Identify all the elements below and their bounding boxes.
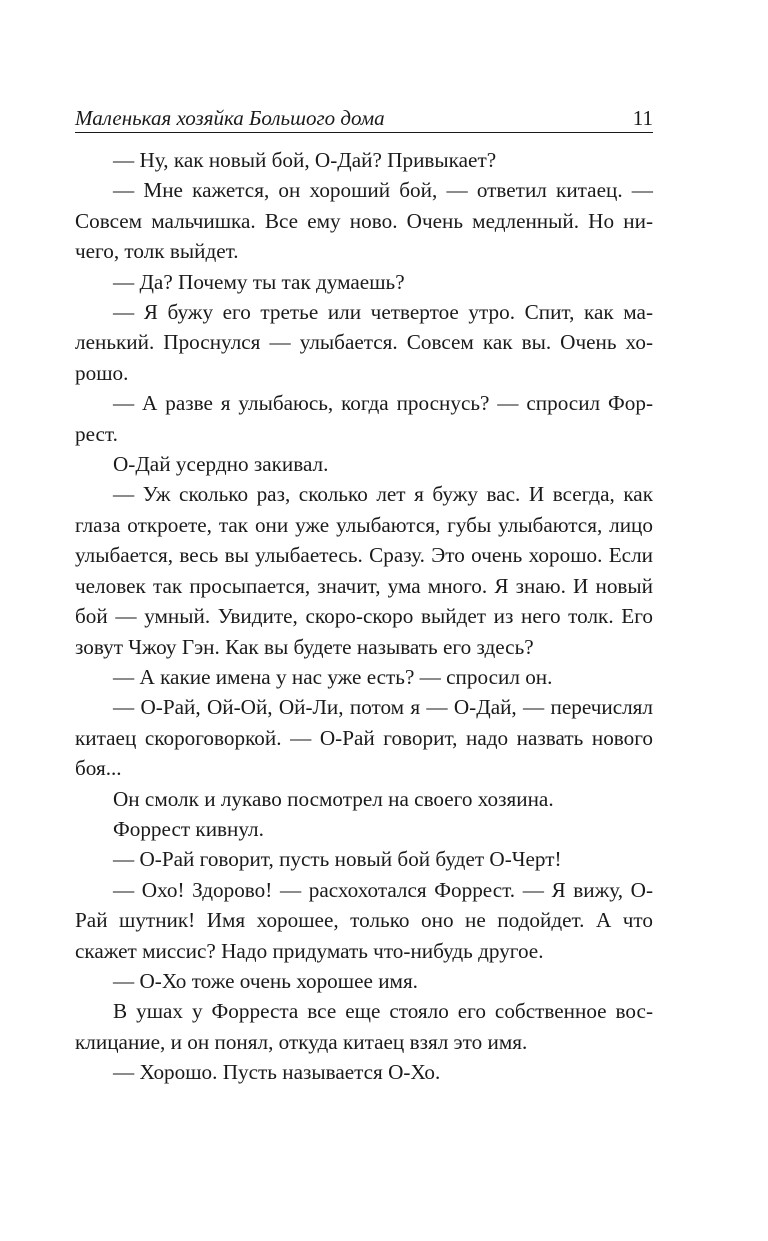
paragraph: — Ну, как новый бой, О-Дай? Привыкает? xyxy=(113,148,497,172)
paragraph: Он смолк и лукаво посмотрел на своего хозяина. xyxy=(113,786,554,811)
paragraph: Форрест кивнул. xyxy=(113,816,264,841)
paragraph: — А разве я улыбаюсь, когда проснусь? — спросил Форрест. xyxy=(75,391,653,446)
paragraph: В ушах у Форреста все еще стояло его собственное восклицание, и он понял, откуда китаец взял это имя. xyxy=(75,999,653,1054)
paragraph: — О-Рай, Ой-Ой, Ой-Ли, потом я — О-Дай, — перечислял китаец скороговоркой. — О-Рай говорит, надо назвать нового боя... xyxy=(75,695,653,781)
paragraph: — Охо! Здорово! — расхохотался Форрест. — Я вижу, О-Рай шутник! Имя хорошее, только оно не подойдет. А что скажет миссис? Надо придумать что-нибудь другое. xyxy=(75,877,653,963)
running-head xyxy=(75,100,653,133)
page-number: 11 xyxy=(632,106,653,130)
book-page xyxy=(75,100,653,1088)
paragraph: — О-Хо тоже очень хорошее имя. xyxy=(113,968,418,993)
paragraph: — Хорошо. Пусть называется О-Хо. xyxy=(113,1060,441,1085)
paragraph: О-Дай усердно закивал. xyxy=(113,452,329,477)
paragraph: — Я бужу его третье или четвертое утро. Спит, как маленький. Проснулся — улыбается. Совсем как вы. Очень хорошо. xyxy=(75,300,653,385)
paragraph: — Да? Почему ты так думаешь? xyxy=(113,269,405,294)
running-title: Маленькая хозяйка Большого дома xyxy=(75,106,385,130)
paragraph: — Мне кажется, он хороший бой, — ответил китаец. — Совсем мальчишка. Все ему ново. Очень медленный. Но ничего, толк выйдет. xyxy=(75,178,653,264)
body-text xyxy=(75,145,653,1088)
paragraph: — А какие имена у нас уже есть? — спросил он. xyxy=(113,664,553,689)
paragraph: — Уж сколько раз, сколько лет я бужу вас. И всегда, как глаза откроете, так они уже улыбаются, губы улыбаются, лицо улыбается, весь вы улыбаетесь. Сразу. Это очень хорошо. Если человек так просыпается, значит, ума много. Я знаю. И новый бой — умный. Увидите, скоро-скоро выйдет из него толк. Его зовут Чжоу Гэн. Как вы будете называть его здесь? xyxy=(75,482,653,659)
paragraph: — О-Рай говорит, пусть новый бой будет О-Черт! xyxy=(113,847,562,872)
